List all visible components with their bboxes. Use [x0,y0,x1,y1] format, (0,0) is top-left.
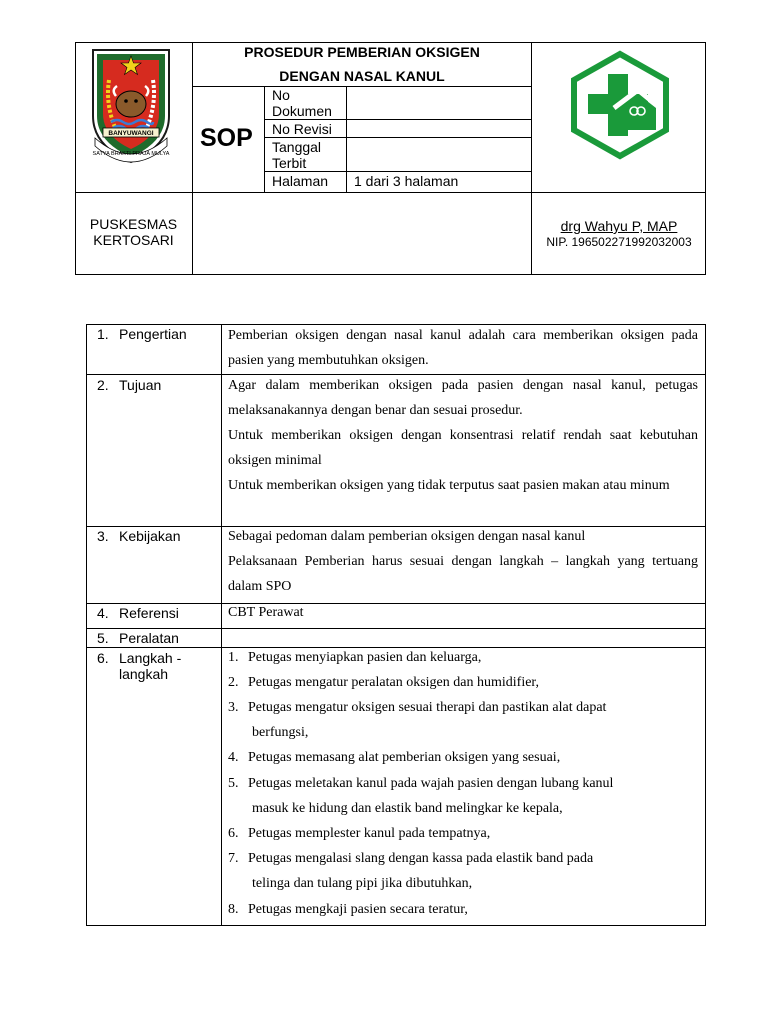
step-number: 1. [228,650,239,665]
header-divider [346,86,347,192]
table-row-label [97,650,181,666]
row-number: 1. [97,326,109,342]
no-dokumen-label-line2: Dokumen [272,103,332,119]
step-number: 7. [228,851,239,866]
no-revisi-label: No Revisi [272,121,332,137]
step-item [228,846,698,896]
step-item [228,821,698,846]
step-text: Petugas meletakan kanul pada wajah pasien dengan lubang kanul [248,776,614,791]
halaman-value: 1 dari 3 halaman [354,173,459,189]
table-row-label [97,377,161,393]
step-number: 8. [228,902,239,917]
tanggal-terbit-label-line2: Terbit [272,155,307,171]
row-number: 6. [97,650,109,666]
signer-nip: NIP. 196502271992032003 [546,235,692,249]
organization-name [75,216,192,248]
step-number: 2. [228,675,239,690]
step-item [228,645,698,670]
step-item [228,695,698,745]
step-number: 4. [228,750,239,765]
row-number: 2. [97,377,109,393]
table-row-label [97,528,181,544]
organization-name-line2: KERTOSARI [93,232,174,248]
header-divider [75,192,706,193]
table-row-label [97,630,179,646]
step-item [228,670,698,695]
header-divider [264,137,532,138]
step-text-continued: telinga dan tulang pipi jika dibutuhkan, [252,876,473,891]
tanggal-terbit-label-line1: Tanggal [272,139,322,155]
emblem-motto-text: SATYA BHAKTI PRAJA MULYA [92,151,170,157]
row-number: 5. [97,630,109,646]
signer-name: drg Wahyu P, MAP [560,218,678,234]
header-divider [264,171,532,172]
no-dokumen-label-line1: No [272,87,290,103]
organization-name-line1: PUSKESMAS [89,216,178,232]
row-label-text: Peralatan [119,630,179,646]
step-item [228,745,698,770]
header-divider [264,119,532,120]
document-title-line1: PROSEDUR PEMBERIAN OKSIGEN [244,44,480,60]
step-text: Petugas memplester kanul pada tempatnya, [248,826,491,841]
regency-emblem-icon [87,46,175,166]
document-title-line2: DENGAN NASAL KANUL [279,68,445,84]
row-label-text: Pengertian [119,326,187,342]
step-number: 5. [228,776,239,791]
emblem-banner-text: BANYUWANGI [108,130,154,137]
header-divider [192,86,532,87]
step-item [228,771,698,821]
row-number: 4. [97,605,109,621]
row-label-text: Tujuan [119,377,162,393]
step-text: Petugas mengalasi slang dengan kassa pada elastik band pada [248,851,594,866]
row-label-text: Kebijakan [119,528,181,544]
pengertian-text: Pemberian oksigen dengan nasal kanul adalah cara memberikan oksigen pada pasien yang membutuhkan oksigen. [228,328,698,368]
puskesmas-logo-icon [568,50,672,160]
header-divider [264,86,265,192]
row-number: 3. [97,528,109,544]
row-label-text: Referensi [119,605,179,621]
step-text: Petugas mengatur peralatan oksigen dan humidifier, [248,675,540,690]
row-label-text-continued: langkah [119,666,169,682]
step-text: Petugas memasang alat pemberian oksigen yang sesuai, [248,750,561,765]
tujuan-paragraph: Untuk memberikan oksigen dengan konsentrasi relatif rendah saat kebutuhan oksigen minimal [228,428,698,468]
step-text: Petugas mengkaji pasien secara teratur, [248,902,468,917]
step-item [228,897,698,922]
table-row-label [97,326,187,342]
step-text-continued: berfungsi, [252,725,309,740]
referensi-text: CBT Perawat [228,605,304,620]
kebijakan-paragraph: Sebagai pedoman dalam pemberian oksigen dengan nasal kanul [228,529,586,544]
table-row-divider [86,628,706,629]
table-column-divider [221,324,222,926]
tujuan-paragraph: Untuk memberikan oksigen yang tidak terputus saat pasien makan atau minum [228,478,670,493]
kebijakan-paragraph: Pelaksanaan Pemberian harus sesuai dengan langkah – langkah yang tertuang dalam SPO [228,554,698,594]
row-label-text: Langkah - [119,650,182,666]
step-text-continued: masuk ke hidung dan elastik band melingkar ke kepala, [252,801,563,816]
halaman-label: Halaman [272,173,329,189]
step-number: 3. [228,700,239,715]
sop-label: SOP [200,124,253,152]
table-row-label [97,605,179,621]
step-text: Petugas mengatur oksigen sesuai therapi dan pastikan alat dapat [248,700,607,715]
step-text: Petugas menyiapkan pasien dan keluarga, [248,650,482,665]
tujuan-paragraph: Agar dalam memberikan oksigen pada pasien dengan nasal kanul, petugas melaksanakannya dengan benar dan sesuai prosedur. [228,378,698,418]
step-number: 6. [228,826,239,841]
